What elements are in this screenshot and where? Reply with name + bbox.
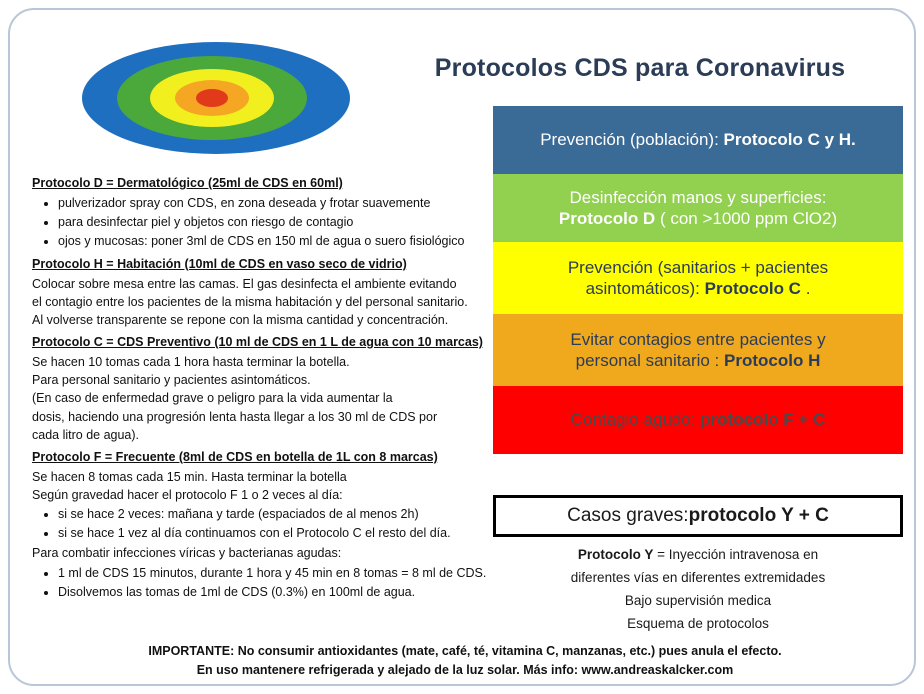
list-item: • si se hace 2 veces: mañana y tarde (espaciados de al menos 2h) <box>58 505 502 523</box>
band-4-line-1: Evitar contagios entre pacientes y <box>570 329 826 349</box>
band-3-line-1: Prevención (sanitarios + pacientes <box>567 257 829 277</box>
protocol-y-desc: = Inyección intravenosa en <box>653 547 819 562</box>
band-contagio-agudo <box>493 386 903 454</box>
band-2-bold: Protocolo D <box>558 209 656 228</box>
severe-cases-box <box>493 495 903 537</box>
poster-card <box>8 8 916 686</box>
heading-protocolo-f: Protocolo F = Frecuente (8ml de CDS en botella de 1L con 8 marcas) <box>32 449 438 464</box>
band-1-bold: Protocolo C y H. <box>723 130 856 150</box>
protocolo-c-line-5: cada litro de agua). <box>32 427 140 442</box>
protocol-bands <box>493 106 903 454</box>
logo-ring-red <box>196 89 228 107</box>
band-prevencion-sanitarios <box>493 242 903 314</box>
infections-bullets <box>32 564 502 601</box>
infections-intro: Para combatir infecciones víricas y bacterianas agudas: <box>32 546 342 561</box>
protocolo-h-line-3: Al volverse transparente se repone con la misma cantidad y concentración. <box>32 312 449 327</box>
list-item: • ojos y mucosas: poner 3ml de CDS en 150 ml de agua o suero fisiológico <box>58 232 502 250</box>
protocolo-c-line-2: Para personal sanitario y pacientes asintomáticos. <box>32 373 311 388</box>
band-3-tail: . <box>800 279 811 298</box>
heading-protocolo-c: Protocolo C = CDS Preventivo (10 ml de CDS en 1 L de agua con 10 marcas) <box>32 335 483 349</box>
protocolo-h-line-1: Colocar sobre mesa entre las camas. El gas desinfecta el ambiente evitando <box>32 276 457 291</box>
list-item: • para desinfectar piel y objetos con riesgo de contagio <box>58 213 502 231</box>
band-5-bold: protocolo F + C <box>700 410 826 430</box>
footer-line-1: IMPORTANTE: No consumir antioxidantes (mate, café, té, vitamina C, manzanas, etc.) pues anula el efecto. <box>148 644 782 658</box>
protocolo-h-line-2: el contagio entre los pacientes de la misma habitación y del personal sanitario. <box>32 294 468 309</box>
concentric-ellipses-logo <box>72 34 362 162</box>
severe-bold: protocolo Y + C <box>688 505 829 526</box>
protocol-y-line-4: Esquema de protocolos <box>627 615 769 631</box>
band-5-plain: Contagio agudo: <box>570 410 701 430</box>
protocolo-f-line-1: Se hacen 8 tomas cada 15 min. Hasta terminar la botella <box>32 469 347 484</box>
protocolo-f-bullets <box>32 505 502 542</box>
protocolo-d-bullets <box>32 194 502 250</box>
band-4-bold: Protocolo H <box>724 351 821 370</box>
protocol-y-notes <box>493 544 903 636</box>
footer-line-2: En uso mantenere refrigerada y alejado de la luz solar. Más info: www.andreaskalcker.com <box>196 663 734 678</box>
protocolo-f-line-2: Según gravedad hacer el protocolo F 1 o 2 veces al día: <box>32 488 343 502</box>
band-prevencion-poblacion <box>493 106 903 174</box>
protocol-y-line-1 <box>493 544 903 567</box>
band-evitar-contagios <box>493 314 903 386</box>
protocols-text-column <box>32 170 502 603</box>
severe-plain: Casos graves: <box>567 505 689 526</box>
protocol-y-line-3: Bajo supervisión medica <box>624 592 772 608</box>
protocolo-c-line-1: Se hacen 10 tomas cada 1 hora hasta terminar la botella. <box>32 355 350 370</box>
band-3-bold: Protocolo C <box>704 279 801 298</box>
footer-note <box>50 642 880 681</box>
protocol-y-line-2: diferentes vías en diferentes extremidades <box>570 569 826 585</box>
heading-protocolo-d: Protocolo D = Dermatológico (25ml de CDS en 60ml) <box>32 176 343 190</box>
band-4-plain: personal sanitario : <box>575 351 725 370</box>
list-item: • Disolvemos las tomas de 1ml de CDS (0.3%) en 100ml de agua. <box>58 583 502 601</box>
protocol-y-label: Protocolo Y <box>577 547 654 562</box>
band-2-tail: ( con >1000 ppm ClO2) <box>655 209 838 228</box>
list-item: • si se hace 1 vez al día continuamos con el Protocolo C el resto del día. <box>58 524 502 542</box>
protocolo-c-line-3: (En caso de enfermedad grave o peligro para la vida aumentar la <box>32 391 393 406</box>
page-title: Protocolos CDS para Coronavirus <box>434 54 846 82</box>
protocolo-c-line-4: dosis, haciendo una progresión lenta hasta llegar a los 30 ml de CDS por <box>32 409 438 424</box>
band-3-plain: asintomáticos): <box>585 279 705 298</box>
band-1-plain: Prevención (población): <box>540 130 724 150</box>
list-item: • pulverizador spray con CDS, en zona deseada y frotar suavemente <box>58 194 502 212</box>
list-item: • 1 ml de CDS 15 minutos, durante 1 hora y 45 min en 8 tomas = 8 ml de CDS. <box>58 564 502 582</box>
band-2-line-1: Desinfección manos y superficies: <box>569 187 827 207</box>
band-desinfeccion <box>493 174 903 242</box>
heading-protocolo-h: Protocolo H = Habitación (10ml de CDS en vaso seco de vidrio) <box>32 256 407 271</box>
